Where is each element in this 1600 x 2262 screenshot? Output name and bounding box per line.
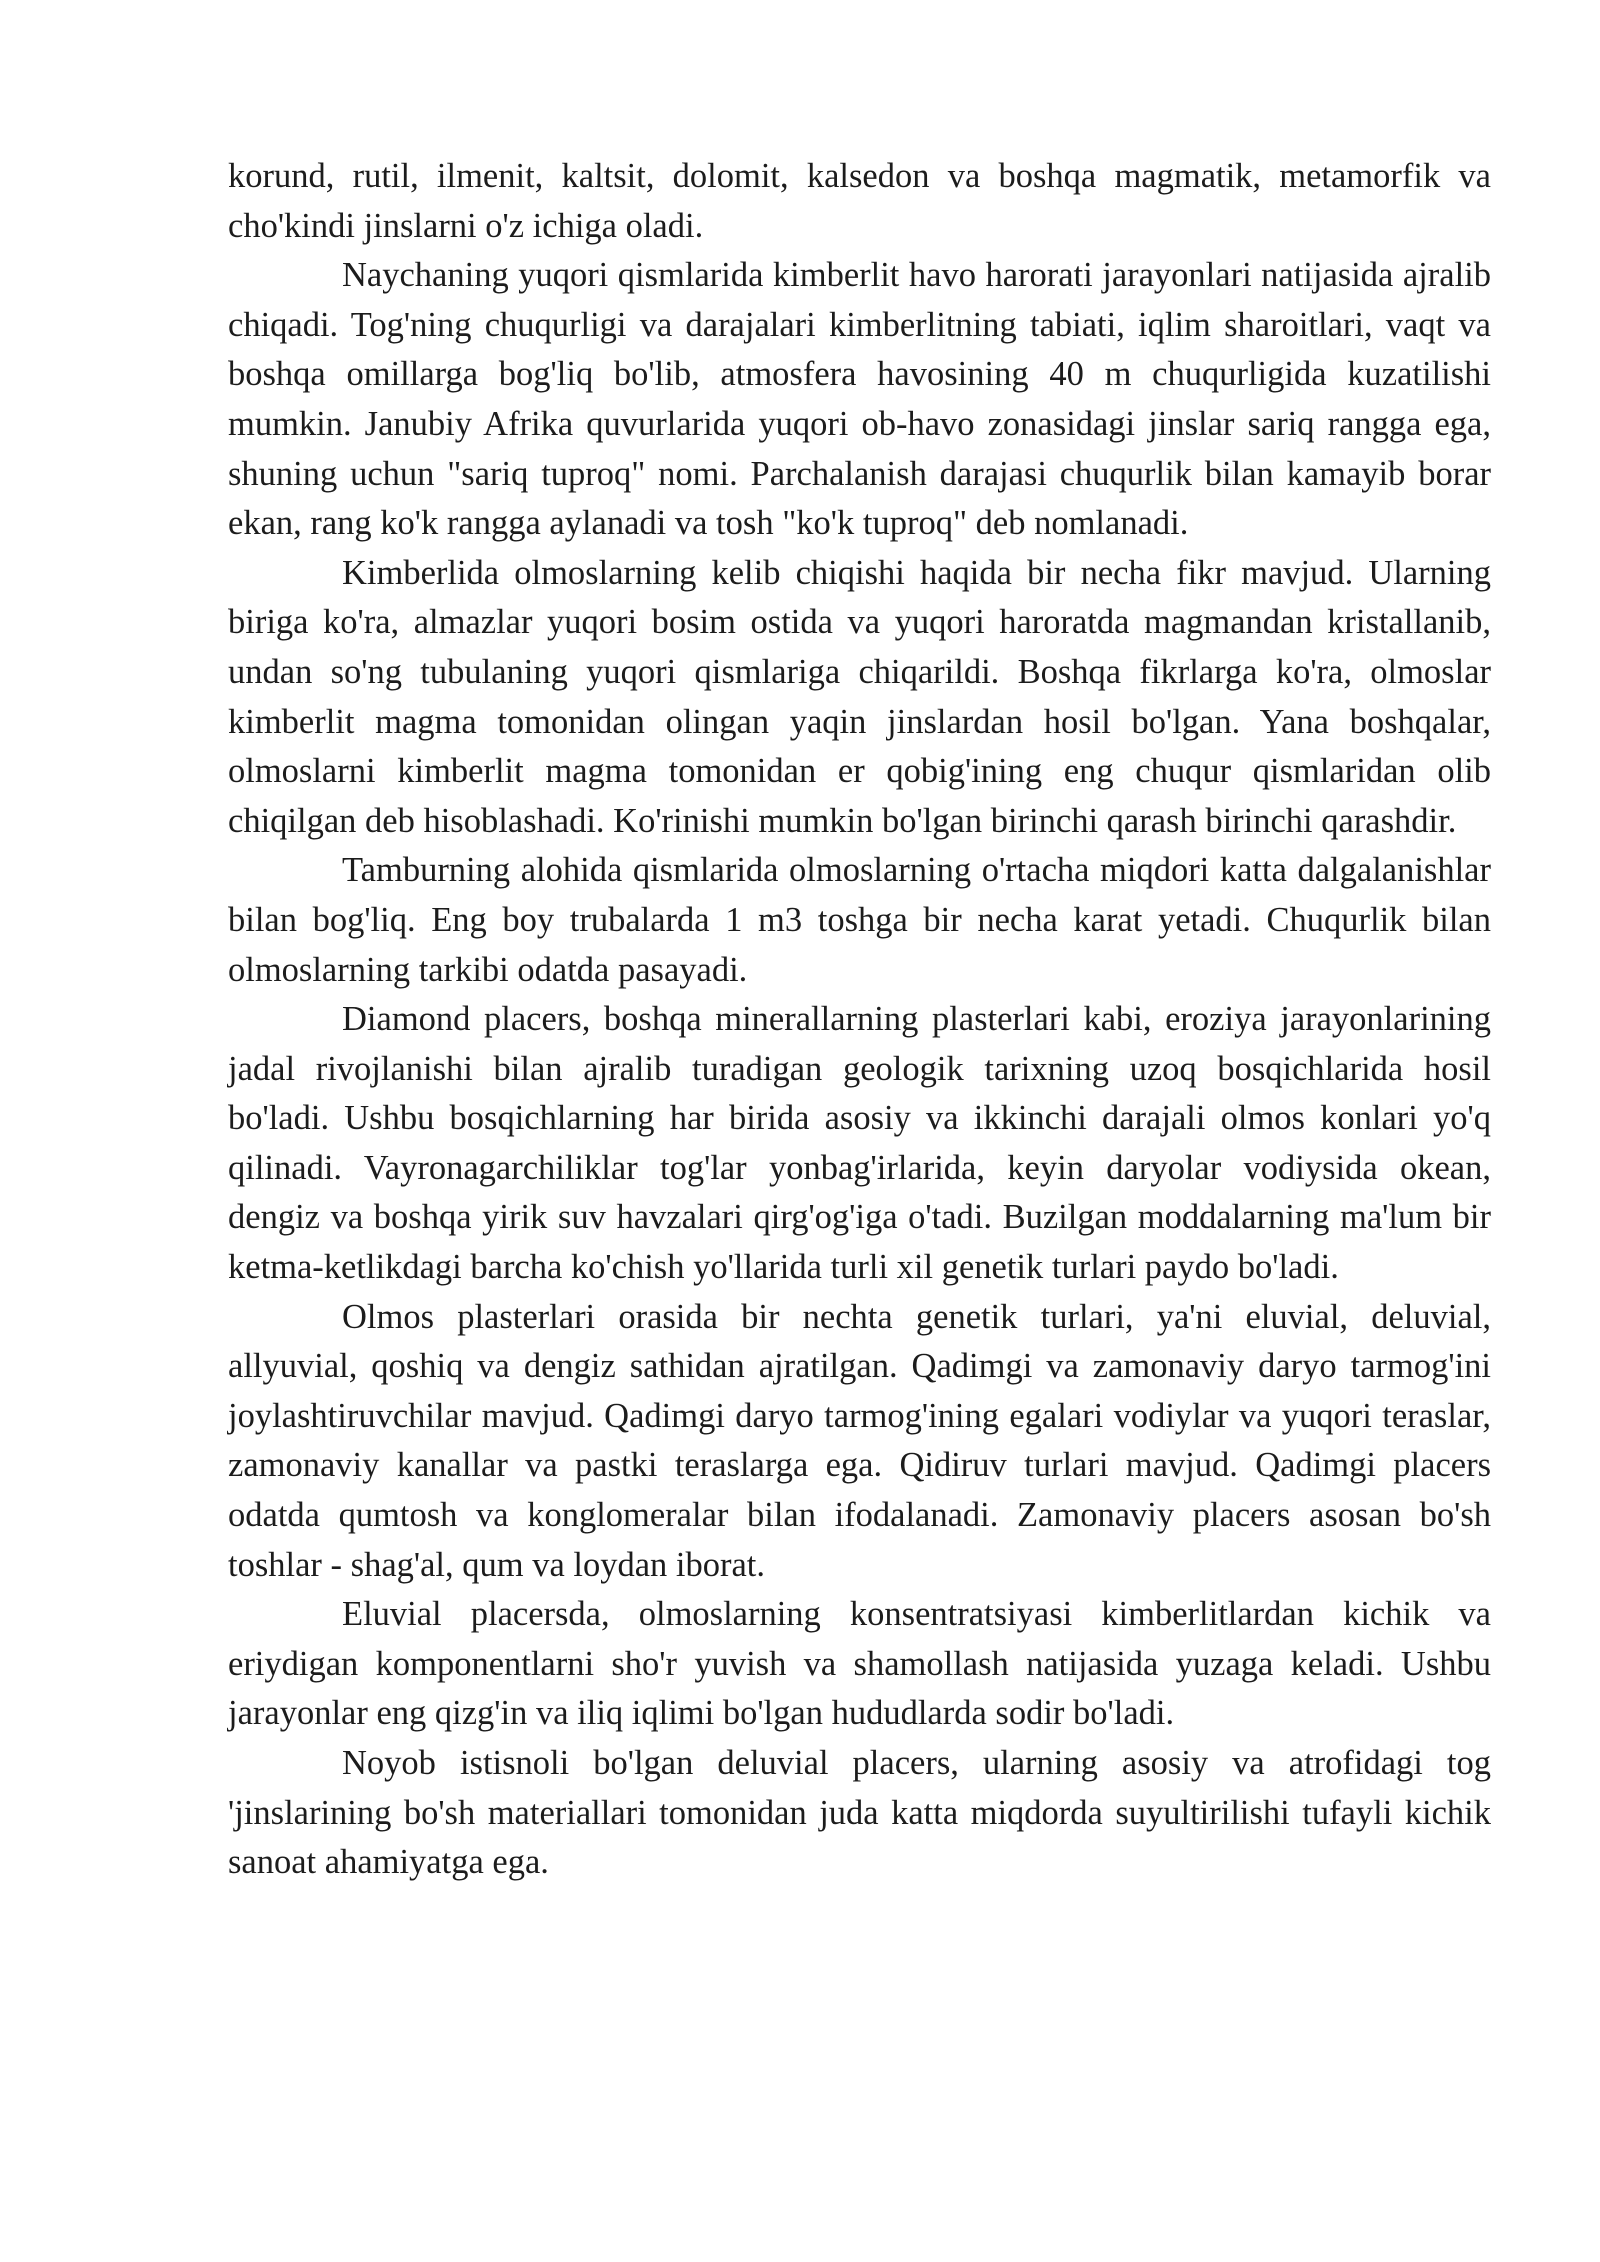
document-page	[228, 152, 1491, 1888]
paragraph-diamond-placers: Diamond placers, boshqa minerallarning plasterlari kabi, eroziya jarayonlarining jadal rivojlanishi bilan ajralib turadigan geologik tarixning uzoq bosqichlarida hosil bo'ladi. Ushbu bosqichlarning har birida asosiy va ikkinchi darajali olmos konlari yo'q qilinadi. Vayronagarchiliklar tog'lar yonbag'irlarida, keyin daryolar vodiysida okean, dengiz va boshqa yirik suv havzalari qirg'og'iga o'tadi. Buzilgan moddalarning ma'lum bir ketma-ketlikdagi barcha ko'chish yo'llarida turli xil genetik turlari paydo bo'ladi.	[228, 1000, 1491, 1287]
paragraph-continued: korund, rutil, ilmenit, kaltsit, dolomit, kalsedon va boshqa magmatik, metamorfik va cho'kindi jinslarni o'z ichiga oladi.	[228, 157, 1491, 245]
paragraph-placer-types: Olmos plasterlari orasida bir nechta genetik turlari, ya'ni eluvial, deluvial, allyuvial, qoshiq va dengiz sathidan ajratilgan. Qadimgi va zamonaviy daryo tarmog'ini joylashtiruvchilar mavjud. Qadimgi daryo tarmog'ining egalari vodiylar va yuqori teraslar, zamonaviy kanallar va pastki teraslarga ega. Qidiruv turlari mavjud. Qadimgi placers odatda qumtosh va konglomeralar bilan ifodalanadi. Zamonaviy placers asosan bo'sh toshlar - shag'al, qum va loydan iborat.	[228, 1297, 1491, 1584]
paragraph-kimberlite-weathering: Naychaning yuqori qismlarida kimberlit havo harorati jarayonlari natijasida ajralib chiqadi. Tog'ning chuqurligi va darajalari kimberlitning tabiati, iqlim sharoitlari, vaqt va boshqa omillarga bog'liq bo'lib, atmosfera havosining 40 m chuqurligida kuzatilishi mumkin. Janubiy Afrika quvurlarida yuqori ob-havo zonasidagi jinslar sariq rangga ega, shuning uchun "sariq tuproq" nomi. Parchalanish darajasi chuqurlik bilan kamayib borar ekan, rang ko'k rangga aylanadi va tosh "ko'k tuproq" deb nomlanadi.	[228, 256, 1491, 543]
paragraph-diamond-content: Tamburning alohida qismlarida olmoslarning o'rtacha miqdori katta dalgalanishlar bilan bog'liq. Eng boy trubalarda 1 m3 toshga bir necha karat yetadi. Chuqurlik bilan olmoslarning tarkibi odatda pasayadi.	[228, 851, 1491, 989]
paragraph-eluvial-placers: Eluvial placersda, olmoslarning konsentratsiyasi kimberlitlardan kichik va eriydigan komponentlarni sho'r yuvish va shamollash natijasida yuzaga keladi. Ushbu jarayonlar eng qizg'in va iliq iqlimi bo'lgan hududlarda sodir bo'ladi.	[228, 1595, 1491, 1733]
paragraph-deluvial-placers: Noyob istisnoli bo'lgan deluvial placers, ularning asosiy va atrofidagi tog 'jinslarining bo'sh materiallari tomonidan juda katta miqdorda suyultirilishi tufayli kichik sanoat ahamiyatga ega.	[228, 1744, 1491, 1882]
paragraph-diamond-origin: Kimberlida olmoslarning kelib chiqishi haqida bir necha fikr mavjud. Ularning biriga ko'ra, almazlar yuqori bosim ostida va yuqori haroratda magmandan kristallanib, undan so'ng tubulaning yuqori qismlariga chiqarildi. Boshqa fikrlarga ko'ra, olmoslar kimberlit magma tomonidan olingan yaqin jinslardan hosil bo'lgan. Yana boshqalar, olmoslarni kimberlit magma tomonidan er qobig'ining eng chuqur qismlaridan olib chiqilgan deb hisoblashadi. Ko'rinishi mumkin bo'lgan birinchi qarash birinchi qarashdir.	[228, 553, 1491, 840]
